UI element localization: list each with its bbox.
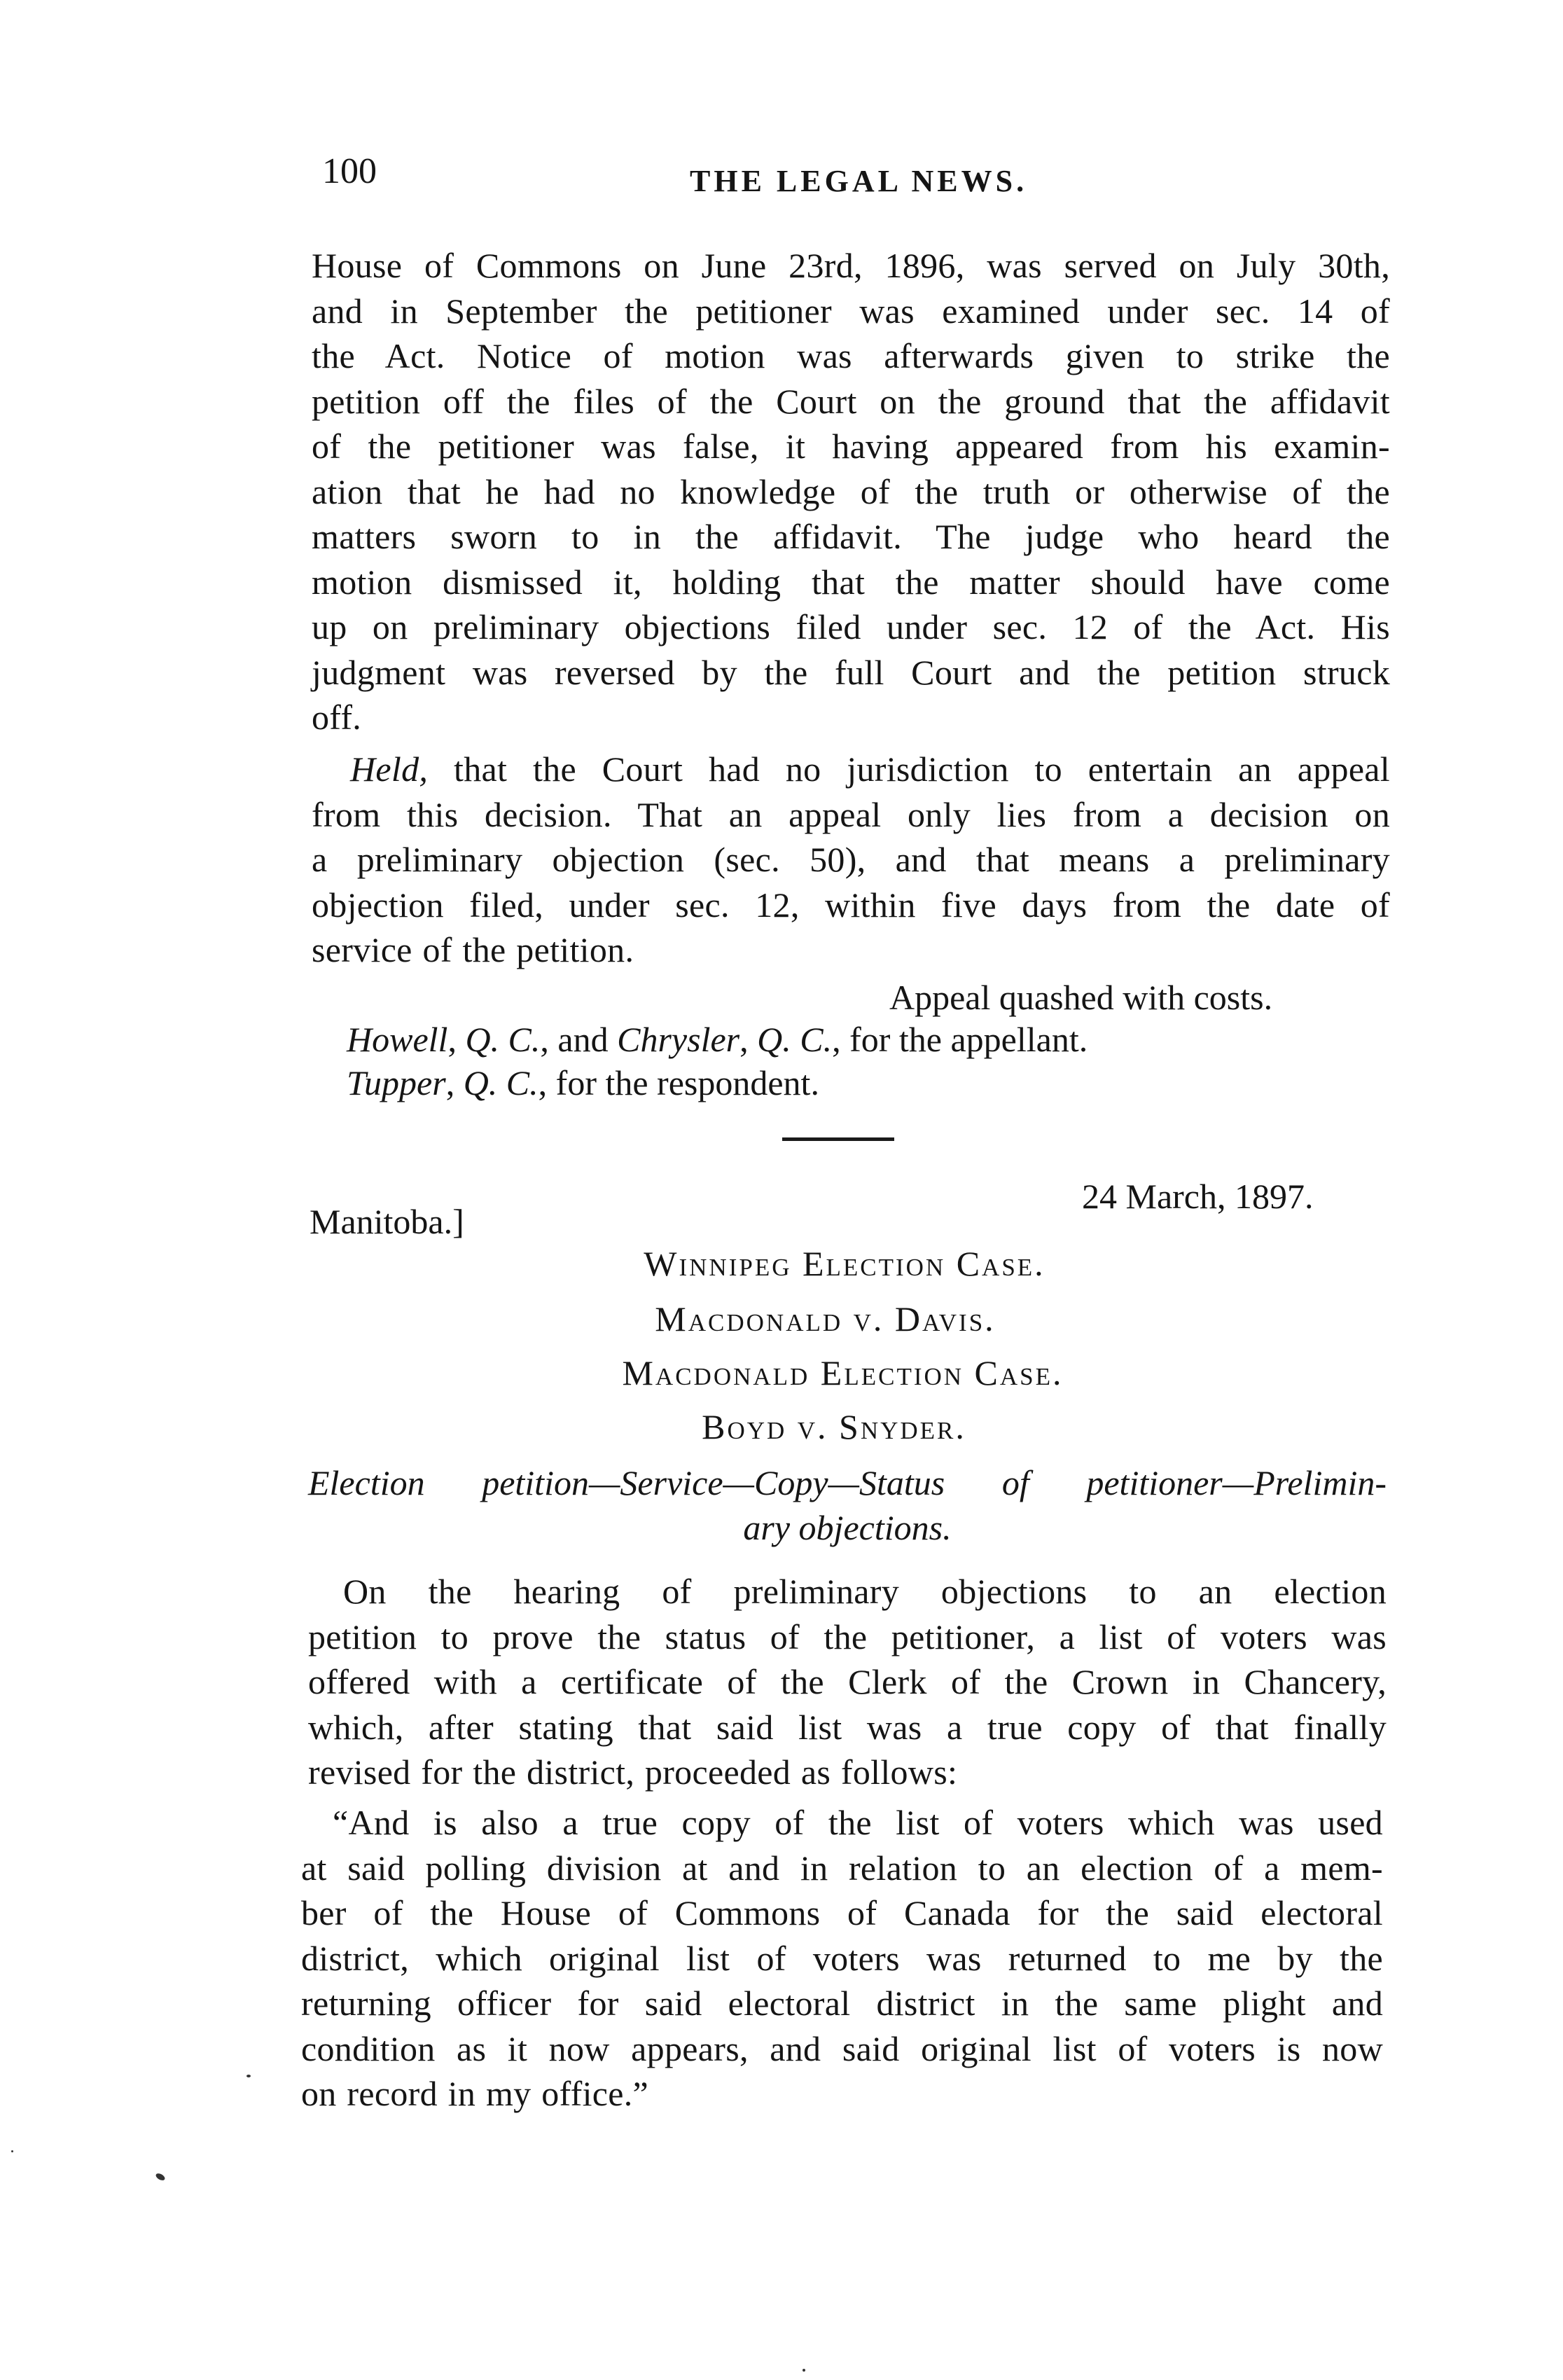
page-number: 100 — [322, 151, 377, 191]
ink-speck — [155, 2172, 166, 2182]
headnote — [308, 1460, 1387, 1550]
ink-speck — [803, 2369, 805, 2372]
text-line: and in September the petitioner was examined under sec. 14 of — [312, 291, 1390, 331]
counsel-name: Howell — [347, 1020, 448, 1059]
case-title: Macdonald v. Davis. — [655, 1299, 996, 1338]
counsel-role: , for the appellant. — [832, 1020, 1088, 1059]
text-line: off. — [312, 698, 362, 737]
case-date: 24 March, 1897. — [1082, 1177, 1314, 1216]
text-line: condition as it now appears, and said original list of voters is now — [301, 2028, 1383, 2068]
text-line: at said polling division at and in relation to an election of a mem- — [301, 1848, 1383, 1888]
case-title: Winnipeg Election Case. — [644, 1244, 1046, 1283]
text-line: on record in my office.” — [301, 2074, 649, 2113]
counsel-appellant: Howell, Q. C., and Chrysler, Q. C., for the appellant. — [347, 1020, 1088, 1059]
text-line: returning officer for said electoral district in the same plight and — [301, 1984, 1383, 2023]
text-line: judgment was reversed by the full Court and the petition struck — [312, 652, 1390, 692]
text-line: ation that he had no knowledge of the truth or otherwise of the — [312, 471, 1390, 511]
section-divider — [782, 1137, 894, 1141]
ink-speck — [11, 2150, 13, 2152]
case-title: Boyd v. Snyder. — [702, 1407, 966, 1446]
counsel-qc: Q. C. — [463, 1063, 539, 1102]
text-line: “And is also a true copy of the list of voters which was used — [333, 1803, 1383, 1842]
text-line: objection filed, under sec. 12, within five days from the date of — [312, 885, 1390, 925]
counsel-respondent: Tupper, Q. C., for the respondent. — [347, 1063, 819, 1102]
page-header — [322, 151, 1387, 207]
appeal-result: Appeal quashed with costs. — [889, 978, 1273, 1017]
counsel-qc: Q. C. — [757, 1020, 833, 1059]
counsel-name: Chrysler — [617, 1020, 740, 1059]
text-line: which, after stating that said list was a true copy of that finally — [308, 1707, 1387, 1747]
case-province: Manitoba.] — [310, 1202, 464, 1241]
case-title: Macdonald Election Case. — [622, 1353, 1064, 1392]
text-line: ber of the House of Commons of Canada for the said electoral — [301, 1893, 1383, 1932]
text-line: from this decision. That an appeal only lies from a decision on — [312, 794, 1390, 834]
text-line — [312, 747, 1390, 792]
text-line: motion dismissed it, holding that the matter should have come — [312, 562, 1390, 602]
text-line: petition to prove the status of the petitioner, a list of voters was — [308, 1617, 1387, 1656]
paragraph-continued — [312, 243, 1390, 740]
ink-speck — [246, 2075, 251, 2077]
facts-paragraph — [308, 1569, 1387, 1795]
counsel-qc: Q. C. — [465, 1020, 541, 1059]
text-line: the Act. Notice of motion was afterwards given to strike the — [312, 336, 1390, 375]
text-line: On the hearing of preliminary objections to an election — [343, 1572, 1387, 1611]
text-line: up on preliminary objections filed under sec. 12 of the Act. His — [312, 607, 1390, 646]
text-line: revised for the district, proceeded as follows: — [308, 1752, 958, 1792]
text-line: matters sworn to in the affidavit. The judge who heard the — [312, 517, 1390, 556]
counsel-role: , for the respondent. — [538, 1063, 819, 1102]
text-line: of the petitioner was false, it having appeared from his examin- — [312, 427, 1390, 466]
holding-paragraph — [312, 747, 1390, 973]
headnote-line: ary objections. — [743, 1508, 952, 1547]
held-label: Held, — [350, 749, 429, 789]
text-line: offered with a certificate of the Clerk of the Crown in Chancery, — [308, 1662, 1387, 1701]
counsel-and: , and — [540, 1020, 618, 1059]
text-line: service of the petition. — [312, 930, 634, 969]
running-title: THE LEGAL NEWS. — [690, 164, 1028, 198]
text-line: a preliminary objection (sec. 50), and that means a preliminary — [312, 840, 1390, 879]
text-line: House of Commons on June 23rd, 1896, was served on July 30th, — [312, 246, 1390, 285]
text-line: district, which original list of voters was returned to me by the — [301, 1938, 1383, 1978]
text-line: petition off the files of the Court on the ground that the affidavit — [312, 381, 1390, 421]
counsel-name: Tupper — [347, 1063, 446, 1102]
held-text: that the Court had no jurisdiction to entertain an appeal — [428, 749, 1390, 789]
certificate-quote — [301, 1800, 1383, 2117]
headnote-line: Election petition—Service—Copy—Status of petitioner—Prelimin- — [308, 1463, 1387, 1502]
